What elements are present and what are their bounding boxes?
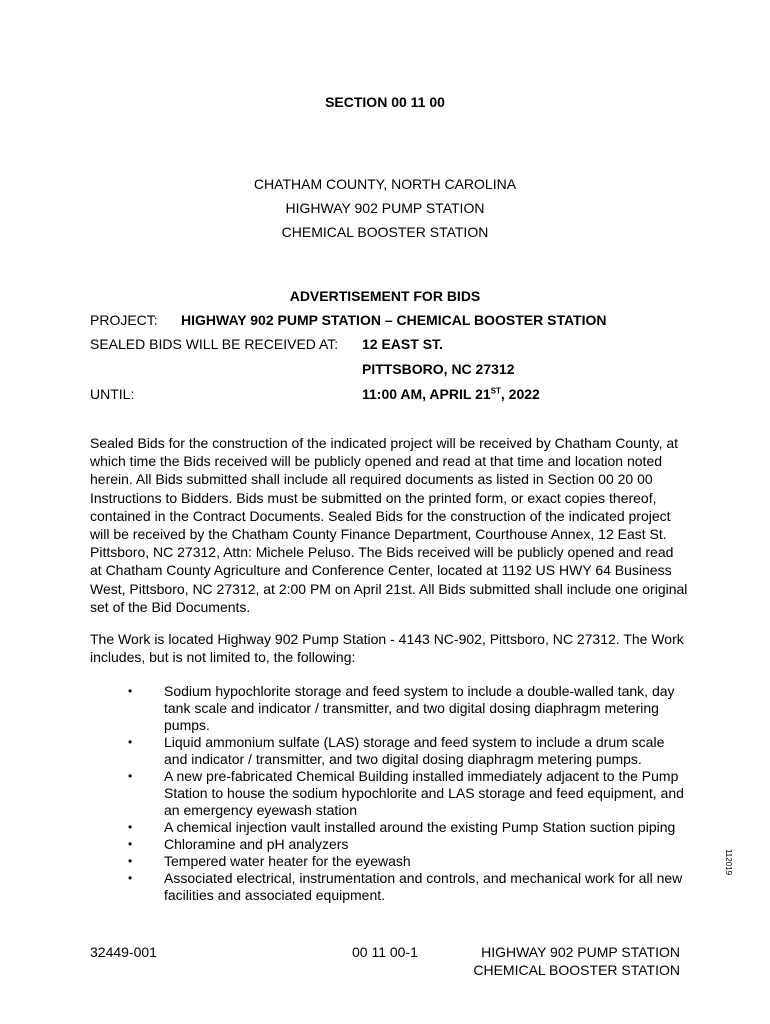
bid-deadline <box>362 386 540 402</box>
project-value: HIGHWAY 902 PUMP STATION – CHEMICAL BOOSTER STATION <box>181 312 607 328</box>
work-items-list <box>118 683 688 904</box>
bullet-icon: • <box>128 684 133 698</box>
list-item <box>118 853 688 870</box>
side-revision-code: 112019 <box>724 848 733 876</box>
list-item-text: Tempered water heater for the eyewash <box>164 853 411 869</box>
list-item <box>118 768 688 819</box>
list-item-text: Sodium hypochlorite storage and feed system to include a double-walled tank, day tank scale and indicator / transmitter, and two digital dosing diaphragm metering pumps. <box>164 683 675 733</box>
bullet-icon: • <box>128 820 133 834</box>
bullet-icon: • <box>128 871 133 885</box>
bullet-icon: • <box>128 837 133 851</box>
list-item <box>118 870 688 904</box>
list-item-text: Associated electrical, instrumentation and controls, and mechanical work for all new facilities and associated equipment. <box>164 870 683 903</box>
footer-project-number: 32449-001 <box>90 944 157 960</box>
list-item-text: A new pre-fabricated Chemical Building installed immediately adjacent to the Pump Station to house the sodium hypochlorite and LAS storage and feed equipment, and an emergency eyewash station <box>164 768 684 818</box>
list-item-text: Chloramine and pH analyzers <box>164 836 349 852</box>
list-item-text: A chemical injection vault installed around the existing Pump Station suction piping <box>164 819 676 835</box>
bullet-icon: • <box>128 735 133 749</box>
project-name-line: HIGHWAY 902 PUMP STATION <box>285 200 485 216</box>
county-name: CHATHAM COUNTY, NORTH CAROLINA <box>253 176 517 192</box>
bullet-icon: • <box>128 854 133 868</box>
until-label: UNTIL: <box>90 386 135 402</box>
bid-deadline-date: 11:00 AM, APRIL 21 <box>362 386 491 402</box>
footer-title-line2: CHEMICAL BOOSTER STATION <box>473 962 680 978</box>
bid-deadline-ordinal: ST <box>490 386 501 396</box>
list-item <box>118 819 688 836</box>
advertisement-heading: ADVERTISEMENT FOR BIDS <box>289 288 481 304</box>
station-name-line: CHEMICAL BOOSTER STATION <box>281 224 489 240</box>
bid-paragraph: Sealed Bids for the construction of the indicated project will be received by Chatham County, at which time the Bids received will be publicly opened and read at that time and location noted herein. All Bids submitted shall include all required documents as listed in Section 00 20 00 Instructions to Bidders. Bids must be submitted on the printed form, or exact copies thereof, contained in the Contract Documents. Sealed Bids for the construction of the indicated project will be received by the Chatham County Finance Department, Courthouse Annex, 12 East St. Pittsboro, NC 27312, Attn: Michele Peluso. The Bids received will be publicly opened and read at Chatham County Agriculture and Conference Center, located at 1192 US HWY 64 Business West, Pittsboro, NC 27312, at 2:00 PM on April 21st. All Bids submitted shall include one original set of the Bid Documents. <box>90 435 688 615</box>
footer-project-title <box>473 944 680 978</box>
list-item <box>118 836 688 853</box>
bids-received-label: SEALED BIDS WILL BE RECEIVED AT: <box>90 336 339 352</box>
bullet-icon: • <box>128 769 133 783</box>
project-label: PROJECT: <box>90 312 158 328</box>
address-city: PITTSBORO, NC 27312 <box>362 361 515 377</box>
list-item <box>118 683 688 734</box>
work-location-paragraph: The Work is located Highway 902 Pump Station - 4143 NC-902, Pittsboro, NC 27312. The Work includes, but is not limited to, the following: <box>90 631 684 666</box>
footer-title-line1: HIGHWAY 902 PUMP STATION <box>481 944 680 960</box>
footer-page-number: 00 11 00-1 <box>352 944 418 960</box>
list-item <box>118 734 688 768</box>
list-item-text: Liquid ammonium sulfate (LAS) storage and feed system to include a drum scale and indicator / transmitter, and two digital dosing diaphragm metering pumps. <box>164 734 665 767</box>
section-title: SECTION 00 11 00 <box>325 94 445 110</box>
address-street: 12 EAST ST. <box>362 336 443 352</box>
bid-deadline-year: , 2022 <box>500 386 540 402</box>
